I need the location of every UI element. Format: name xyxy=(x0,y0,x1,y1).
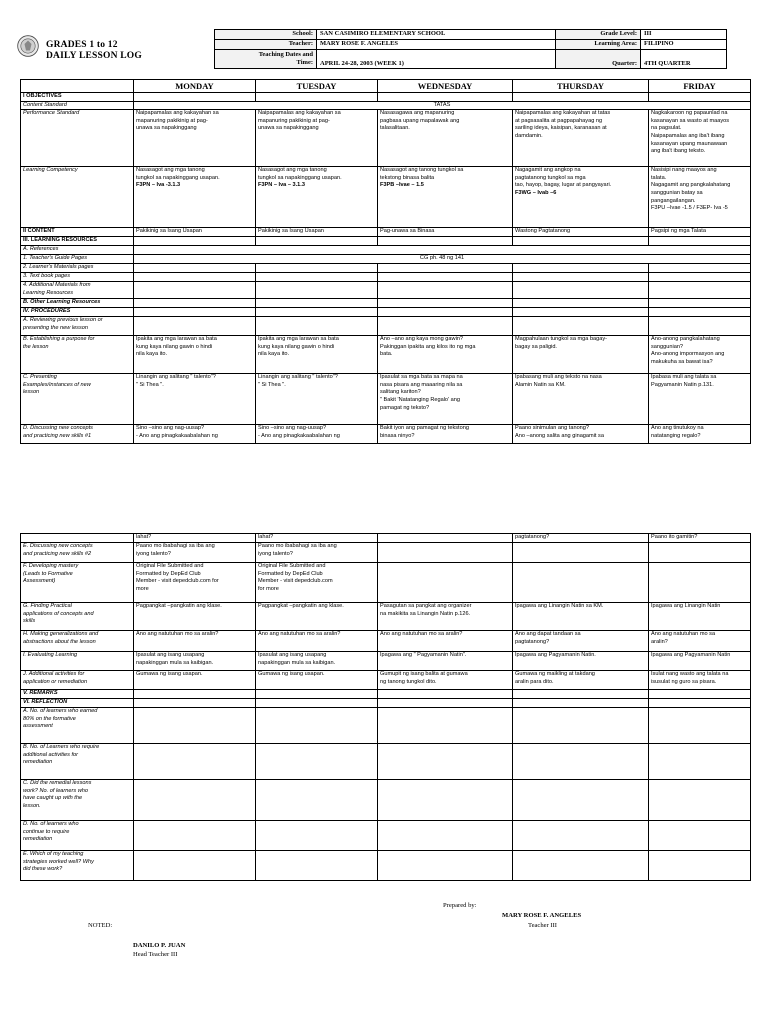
cell-cont-mon: lahat? xyxy=(134,534,256,543)
section-remarks: V. REMARKS xyxy=(21,690,134,699)
content-standard-value: TATAS xyxy=(134,101,751,110)
cell-i-thu: Ipagawa ang Pagyamanin Natin. xyxy=(513,652,649,671)
noter-title: Head Teacher III xyxy=(133,951,178,958)
cell-content-tue: Pakikinig sa Isang Usapan xyxy=(256,228,378,237)
day-header: MONDAY xyxy=(134,80,256,93)
cell-h-wed: Ano ang natutuhan mo sa aralin? xyxy=(378,631,513,652)
doc-title-grades: GRADES 1 to 12 xyxy=(46,40,118,50)
cell-perf-tue: Naipapamalas ang kakayahan sa mapanuring pakikinig at pag- unawa sa napakinggang xyxy=(256,110,378,167)
row-label: 1. Teacher's Guide Pages xyxy=(21,255,134,264)
cell-e-tue: Paano mo ibabahagi sa iba ang iyong talento? xyxy=(256,543,378,563)
section-learning-resources: III. LEARNING RESOURCES xyxy=(21,237,134,246)
section-content: II CONTENT xyxy=(21,228,134,237)
row-label: C. Did the remedial lessons work? No. of learners who have caught up with the lesson. xyxy=(21,780,134,821)
teaching-dates-label-line: Teaching Dates and xyxy=(258,50,313,58)
cell-j-tue: Gumawa ng isang usapan. xyxy=(256,671,378,690)
school-label: School: xyxy=(215,30,317,40)
noter-name: DANILO P. JUAN xyxy=(133,942,186,949)
teacher-label: Teacher: xyxy=(215,40,317,50)
row-label: Learning Competency xyxy=(21,167,134,228)
cell-c-tue: Linangin ang salitang " talento"? " Si Thea ". xyxy=(256,374,378,425)
cell-d-wed: Bakit iyon ang pamagat ng tekstong binasa ninyo? xyxy=(378,425,513,444)
cell-d-fri: Ano ang tinutukoy na natatanging regalo? xyxy=(649,425,751,444)
cell-i-tue: Ipasulat ang isang usapang napakinggan mula sa kaibigan. xyxy=(256,652,378,671)
row-label: G. Finding Practical applications of concepts and skills xyxy=(21,603,134,631)
cell-cont-tue: lahat? xyxy=(256,534,378,543)
teacher-value: MARY ROSE F. ANGELES xyxy=(317,40,556,50)
row-label: C. Presenting Examples/instances of new lesson xyxy=(21,374,134,425)
row-label: B. Other Learning Resources xyxy=(21,299,134,308)
cell-c-fri: Ipabasa muli ang talata sa Pagyamanin Natin p.131. xyxy=(649,374,751,425)
grade-level-value: III xyxy=(641,30,727,40)
cell-content-mon: Pakikinig sa Isang Usapan xyxy=(134,228,256,237)
row-label: E. Discussing new concepts and practicing new skills #2 xyxy=(21,543,134,563)
preparer-title: Teacher III xyxy=(528,922,558,929)
cell-content-fri: Pagsipi ng mga Talata xyxy=(649,228,751,237)
learning-area-value: FILIPINO xyxy=(641,40,727,50)
row-label: B. No. of Learners who require additional activities for remediation xyxy=(21,744,134,780)
doc-title-dll: DAILY LESSON LOG xyxy=(46,51,142,61)
cell-content-wed: Pag-unawa sa Binasa xyxy=(378,228,513,237)
row-label: Performance Standard xyxy=(21,110,134,167)
cell-perf-fri: Nagkakaroon ng papaunlad na kasanayan sa wasto at maayos na pagsulat. Naipapamalas ang iba't ibang kasanayan upang maunawaan ang iba't ibang teksto. xyxy=(649,110,751,167)
cell-h-thu: Ano ang dapat tandaan sa pagtatanong? xyxy=(513,631,649,652)
cell-c-thu: Ipabasang muli ang teksto na nasa Alamin Natin sa KM. xyxy=(513,374,649,425)
row-label: J. Additional activities for application or remediation xyxy=(21,671,134,690)
cell-d-mon: Sino –sino ang nag-uusap? - Ano ang pinagkakaabalahan ng xyxy=(134,425,256,444)
cell-i-fri: Ipagawa ang Pagyamanin Natin xyxy=(649,652,751,671)
row-label: A. No. of learners who earned 80% on the formative assessment xyxy=(21,708,134,744)
teaching-dates-label-line: Time: xyxy=(296,59,313,66)
cell-perf-thu: Naipapamalas ang kakayahan at tatas at pagsasalita at pagpapahayag ng sariling ideya, kaisipan, karanasan at damdamin. xyxy=(513,110,649,167)
cell-perf-wed: Nasasagawa ang mapanuring pagbasa upang mapalawak ang talasalitaan. xyxy=(378,110,513,167)
section-objectives: I OBJECTIVES xyxy=(21,93,134,102)
cell-d-tue: Sino –sino ang nag-uusap? - Ano ang pinagkakaabalahan ng xyxy=(256,425,378,444)
cell-c-wed: Ipasulat sa mga bata sa mapa na nasa pisara ang maaaring nila sa salitang kariton? " Bakit 'Natatanging Regalo' ang pamagat ng teksto? xyxy=(378,374,513,425)
cell-h-tue: Ano ang natutuhan mo sa aralin? xyxy=(256,631,378,652)
cell-comp-fri: Nasisipi nang maayos ang talata. Nagagamit ang pangkalahatang sanggunian batay sa pangangailangan. F3PU –Ivae -1.5 / F3EP- Iva -5 xyxy=(649,167,751,228)
cell-perf-mon: Naipapamalas ang kakayahan sa mapanuring pakikinig at pag- unawa sa napakinggang xyxy=(134,110,256,167)
learning-area-label: Learning Area: xyxy=(556,40,641,50)
section-reflection: VI. REFLECTION xyxy=(21,699,134,708)
cell-j-wed: Gumupit ng isang balita at gumawa ng tanong tungkol dito. xyxy=(378,671,513,690)
cell-g-thu: Ipagawa ang Linangin Natin sa KM. xyxy=(513,603,649,631)
row-label: B. Establishing a purpose for the lesson xyxy=(21,336,134,374)
cell-cont-thu: pagtatanong? xyxy=(513,534,649,543)
cell-b-mon: Ipakita ang mga larawan sa bata kung kaya nilang gawin o hindi nila kaya ito. xyxy=(134,336,256,374)
cell-content-thu: Wastong Pagtatanong xyxy=(513,228,649,237)
cell-e-mon: Paano mo ibabahagi sa iba ang iyong talento? xyxy=(134,543,256,563)
row-label: E. Which of my teaching strategies worked well? Why did these work? xyxy=(21,851,134,881)
cell-g-wed: Pasagutan sa pangkat ang organizer na makikita sa Linangin Natin p.126. xyxy=(378,603,513,631)
row-label: 2. Learner's Materials pages xyxy=(21,264,134,273)
noted-label: NOTED: xyxy=(88,922,113,929)
preparer-name: MARY ROSE F. ANGELES xyxy=(502,912,582,919)
row-label: H. Making generalizations and abstractions about the lesson xyxy=(21,631,134,652)
cell-b-fri: Ano-anong pangkalahatang sanggunian? Ano-anong impormasyon ang makukuha sa bawat isa? xyxy=(649,336,751,374)
row-label: D. Discussing new concepts and practicing new skills #1 xyxy=(21,425,134,444)
row-label: A. Reviewing previous lesson or presenting the new lesson xyxy=(21,317,134,336)
cell-comp-tue: Nasasagot ang mga tanong tungkol sa napakinggang usapan. F3PN – Iva – 3.1.3 xyxy=(256,167,378,228)
row-label: I. Evaluating Learning xyxy=(21,652,134,671)
cell-c-mon: Linangin ang salitang " talento"? " Si Thea ". xyxy=(134,374,256,425)
school-value: SAN CASIMIRO ELEMENTARY SCHOOL xyxy=(317,30,556,40)
cell-g-fri: Ipagawa ang Linangin Natin xyxy=(649,603,751,631)
quarter-label: Quarter: xyxy=(556,50,641,69)
cell-g-tue: Pagpangkat –pangkatin ang klase. xyxy=(256,603,378,631)
cell-comp-thu: Nagagamit ang angkop na pagtatanong tungkol sa mga tao, hayop, bagay, lugar at pangyayari. F3WG – Ivab –6 xyxy=(513,167,649,228)
teaching-dates-value: APRIL 24-28, 2003 (WEEK 1) xyxy=(317,50,556,69)
row-label: D. No. of learners who continue to require remediation xyxy=(21,821,134,851)
cell-f-tue: Original File Submitted and Formatted by DepEd Club Member - visit depedclub.com for more xyxy=(256,563,378,603)
section-procedures: IV. PROCEDURES xyxy=(21,308,134,317)
corner-cell xyxy=(21,80,134,93)
cell-comp-wed: Nasasagot ang tanong tungkol sa tekstong binasa balita F3PB –Ivae – 1.5 xyxy=(378,167,513,228)
tg-pages-value: CG ph. 48 ng 141 xyxy=(134,255,751,264)
header-info-table xyxy=(214,29,727,69)
cell-f-mon: Original File Submitted and Formatted by DepEd Club Member - visit depedclub.com for more xyxy=(134,563,256,603)
row-label: F. Developing mastery (Leads to Formative Assessment) xyxy=(21,563,134,603)
cell-j-fri: Isulat nang wasto ang talata na isusulat ng guro sa pisara. xyxy=(649,671,751,690)
cell-i-mon: Ipasulat ang isang usapang napakinggan mula sa kaibigan. xyxy=(134,652,256,671)
cell-h-mon: Ano ang natutuhan mo sa aralin? xyxy=(134,631,256,652)
cell-j-mon: Gumawa ng isang usapan. xyxy=(134,671,256,690)
lesson-log-table-part2 xyxy=(20,533,751,881)
cell-b-wed: Ano –ano ang kaya mong gawin? Pakinggan ipakita ang kilos ito ng mga bata. xyxy=(378,336,513,374)
row-label: A. References xyxy=(21,246,134,255)
row-label: 4. Additional Materials from Learning Resources xyxy=(21,282,134,299)
cell-h-fri: Ano ang natutuhan mo sa aralin? xyxy=(649,631,751,652)
cell-b-tue: Ipakita ang mga larawan sa bata kung kaya nilang gawin o hindi nila kaya ito. xyxy=(256,336,378,374)
cell-j-thu: Gumawa ng maikling at takdang aralin para dito. xyxy=(513,671,649,690)
day-header: FRIDAY xyxy=(649,80,751,93)
cell-b-thu: Magpahulaan tungkol sa mga bagay- bagay sa paligid. xyxy=(513,336,649,374)
day-header: TUESDAY xyxy=(256,80,378,93)
cell-comp-mon: Nasasagot ang mga tanong tungkol sa napakinggang usapan. F3PN – Iva -3.1.3 xyxy=(134,167,256,228)
lesson-log-table-part1 xyxy=(20,79,751,444)
cell-cont-fri: Paano ito gamitin? xyxy=(649,534,751,543)
quarter-value: 4TH QUARTER xyxy=(641,50,727,69)
cell-g-mon: Pagpangkat –pangkatin ang klase. xyxy=(134,603,256,631)
deped-seal-logo xyxy=(17,35,39,57)
day-header: THURSDAY xyxy=(513,80,649,93)
row-label: 3. Text book pages xyxy=(21,273,134,282)
day-header: WEDNESDAY xyxy=(378,80,513,93)
row-label: Content Standard xyxy=(21,101,134,110)
cell-i-wed: Ipagawa ang " Pagyamanin Natin". xyxy=(378,652,513,671)
grade-level-label: Grade Level: xyxy=(556,30,641,40)
teaching-dates-label xyxy=(215,50,317,69)
prepared-by-label: Prepared by: xyxy=(443,902,477,909)
cell-d-thu: Paano sinimulan ang tanong? Ano –anong salita ang ginagamit sa xyxy=(513,425,649,444)
